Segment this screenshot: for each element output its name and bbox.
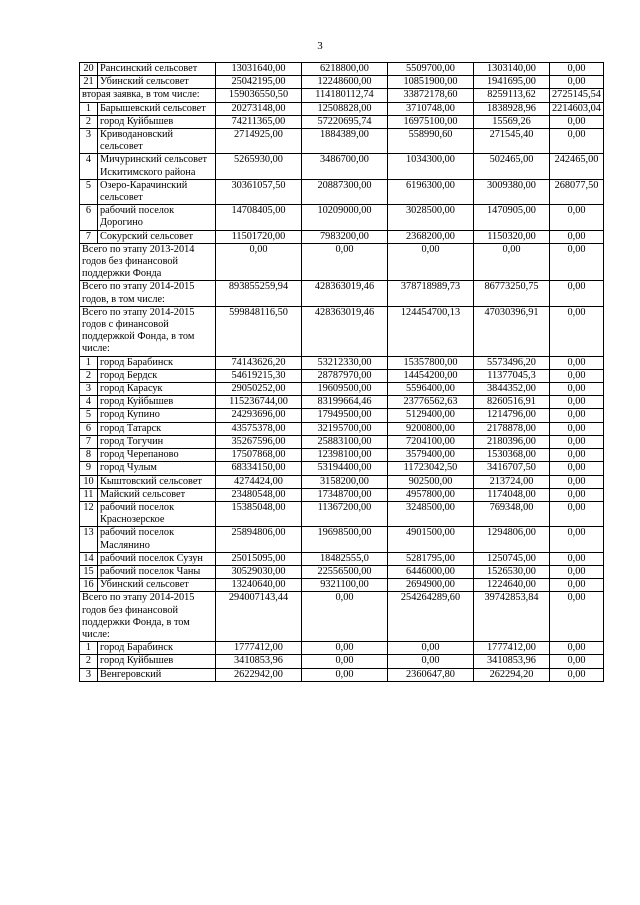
table-row xyxy=(80,422,604,435)
amount-cell: 25894806,00 xyxy=(216,527,302,552)
municipality-name: город Куйбышев xyxy=(98,115,216,128)
amount-cell: 12248600,00 xyxy=(302,76,388,89)
amount-cell: 12398100,00 xyxy=(302,449,388,462)
amount-cell: 3009380,00 xyxy=(474,179,550,204)
amount-cell: 294007143,44 xyxy=(216,592,302,642)
table-row xyxy=(80,592,604,642)
municipality-name: город Черепаново xyxy=(98,449,216,462)
amount-cell: 8259113,62 xyxy=(474,89,550,102)
amount-cell: 3416707,50 xyxy=(474,462,550,475)
amount-cell: 33872178,60 xyxy=(388,89,474,102)
amount-cell: 17949500,00 xyxy=(302,409,388,422)
row-number: 2 xyxy=(80,115,98,128)
amount-cell: 47030396,91 xyxy=(474,306,550,356)
amount-cell: 0,00 xyxy=(550,579,604,592)
amount-cell: 25015095,00 xyxy=(216,552,302,565)
amount-cell: 10851900,00 xyxy=(388,76,474,89)
amount-cell: 0,00 xyxy=(550,76,604,89)
amount-cell: 1214796,00 xyxy=(474,409,550,422)
amount-cell: 13240640,00 xyxy=(216,579,302,592)
amount-cell: 1150320,00 xyxy=(474,230,550,243)
amount-cell: 0,00 xyxy=(474,243,550,281)
municipality-name: Убинский сельсовет xyxy=(98,76,216,89)
municipality-name: Рансинский сельсовет xyxy=(98,63,216,76)
row-title: Всего по этапу 2013-2014 годов без финансовой поддержки Фонда xyxy=(80,243,216,281)
amount-cell: 0,00 xyxy=(550,356,604,369)
table-row xyxy=(80,462,604,475)
table-row xyxy=(80,369,604,382)
amount-cell: 6218800,00 xyxy=(302,63,388,76)
amount-cell: 0,00 xyxy=(550,449,604,462)
amount-cell: 11501720,00 xyxy=(216,230,302,243)
row-title: Всего по этапу 2014-2015 годов без финансовой поддержки Фонда, в том числе: xyxy=(80,592,216,642)
municipality-name: город Тогучин xyxy=(98,435,216,448)
amount-cell: 0,00 xyxy=(550,396,604,409)
table-row xyxy=(80,449,604,462)
table-row xyxy=(80,642,604,655)
amount-cell: 10209000,00 xyxy=(302,205,388,230)
table-row xyxy=(80,129,604,154)
table-row xyxy=(80,230,604,243)
amount-cell: 0,00 xyxy=(302,655,388,668)
amount-cell: 271545,40 xyxy=(474,129,550,154)
amount-cell: 254264289,60 xyxy=(388,592,474,642)
amount-cell: 22556500,00 xyxy=(302,565,388,578)
amount-cell: 769348,00 xyxy=(474,501,550,526)
row-number: 3 xyxy=(80,383,98,396)
amount-cell: 30361057,50 xyxy=(216,179,302,204)
table-row xyxy=(80,565,604,578)
amount-cell: 0,00 xyxy=(550,488,604,501)
row-number: 7 xyxy=(80,230,98,243)
amount-cell: 53212330,00 xyxy=(302,356,388,369)
amount-cell: 378718989,73 xyxy=(388,281,474,306)
amount-cell: 53194400,00 xyxy=(302,462,388,475)
amount-cell: 4957800,00 xyxy=(388,488,474,501)
row-number: 20 xyxy=(80,63,98,76)
amount-cell: 12508828,00 xyxy=(302,102,388,115)
amount-cell: 3410853,96 xyxy=(216,655,302,668)
row-title: вторая заявка, в том числе: xyxy=(80,89,216,102)
row-number: 5 xyxy=(80,179,98,204)
table-row xyxy=(80,409,604,422)
amount-cell: 23480548,00 xyxy=(216,488,302,501)
amount-cell: 428363019,46 xyxy=(302,306,388,356)
municipality-name: город Барабинск xyxy=(98,642,216,655)
municipality-name: город Бердск xyxy=(98,369,216,382)
table-row xyxy=(80,488,604,501)
table-row xyxy=(80,89,604,102)
amount-cell: 0,00 xyxy=(550,129,604,154)
municipality-name: город Купино xyxy=(98,409,216,422)
table-body xyxy=(80,63,604,682)
amount-cell: 0,00 xyxy=(550,63,604,76)
amount-cell: 14708405,00 xyxy=(216,205,302,230)
amount-cell: 0,00 xyxy=(388,642,474,655)
amount-cell: 0,00 xyxy=(550,565,604,578)
amount-cell: 902500,00 xyxy=(388,475,474,488)
amount-cell: 1250745,00 xyxy=(474,552,550,565)
row-number: 9 xyxy=(80,462,98,475)
row-number: 3 xyxy=(80,668,98,681)
table-row xyxy=(80,655,604,668)
amount-cell: 0,00 xyxy=(550,592,604,642)
amount-cell: 1941695,00 xyxy=(474,76,550,89)
amount-cell: 2368200,00 xyxy=(388,230,474,243)
amount-cell: 7204100,00 xyxy=(388,435,474,448)
row-number: 6 xyxy=(80,205,98,230)
amount-cell: 3158200,00 xyxy=(302,475,388,488)
table-row xyxy=(80,179,604,204)
amount-cell: 23776562,63 xyxy=(388,396,474,409)
amount-cell: 2178878,00 xyxy=(474,422,550,435)
amount-cell: 0,00 xyxy=(550,205,604,230)
amount-cell: 1838928,96 xyxy=(474,102,550,115)
municipality-name: рабочий поселок Чаны xyxy=(98,565,216,578)
amount-cell: 0,00 xyxy=(550,243,604,281)
row-number: 6 xyxy=(80,422,98,435)
amount-cell: 5265930,00 xyxy=(216,154,302,179)
row-number: 2 xyxy=(80,655,98,668)
amount-cell: 0,00 xyxy=(302,243,388,281)
amount-cell: 1224640,00 xyxy=(474,579,550,592)
amount-cell: 17507868,00 xyxy=(216,449,302,462)
municipality-name: Майский сельсовет xyxy=(98,488,216,501)
amount-cell: 15385048,00 xyxy=(216,501,302,526)
amount-cell: 6196300,00 xyxy=(388,179,474,204)
amount-cell: 1777412,00 xyxy=(216,642,302,655)
page-number: 3 xyxy=(317,40,323,52)
row-title: Всего по этапу 2014-2015 годов, в том числе: xyxy=(80,281,216,306)
municipality-name: рабочий поселок Сузун xyxy=(98,552,216,565)
amount-cell: 3579400,00 xyxy=(388,449,474,462)
amount-cell: 68334150,00 xyxy=(216,462,302,475)
amount-cell: 0,00 xyxy=(550,281,604,306)
amount-cell: 54619215,30 xyxy=(216,369,302,382)
table-row xyxy=(80,115,604,128)
table-row xyxy=(80,76,604,89)
amount-cell: 39742853,84 xyxy=(474,592,550,642)
amount-cell: 3028500,00 xyxy=(388,205,474,230)
table-row xyxy=(80,668,604,681)
amount-cell: 2622942,00 xyxy=(216,668,302,681)
amount-cell: 2180396,00 xyxy=(474,435,550,448)
amount-cell: 9321100,00 xyxy=(302,579,388,592)
table-row xyxy=(80,102,604,115)
municipality-name: Венгеровский xyxy=(98,668,216,681)
municipality-name: город Барабинск xyxy=(98,356,216,369)
amount-cell: 9200800,00 xyxy=(388,422,474,435)
municipality-name: рабочий поселок Краснозерское xyxy=(98,501,216,526)
amount-cell: 1470905,00 xyxy=(474,205,550,230)
row-number: 21 xyxy=(80,76,98,89)
amount-cell: 0,00 xyxy=(550,655,604,668)
amount-cell: 29050252,00 xyxy=(216,383,302,396)
table-row xyxy=(80,205,604,230)
amount-cell: 0,00 xyxy=(550,552,604,565)
row-number: 7 xyxy=(80,435,98,448)
municipality-name: рабочий поселок Маслянино xyxy=(98,527,216,552)
amount-cell: 83199664,46 xyxy=(302,396,388,409)
amount-cell: 74211365,00 xyxy=(216,115,302,128)
amount-cell: 213724,00 xyxy=(474,475,550,488)
municipality-name: Барышевский сельсовет xyxy=(98,102,216,115)
amount-cell: 2360647,80 xyxy=(388,668,474,681)
row-number: 16 xyxy=(80,579,98,592)
amount-cell: 15569,26 xyxy=(474,115,550,128)
table-row xyxy=(80,435,604,448)
amount-cell: 5509700,00 xyxy=(388,63,474,76)
table-row xyxy=(80,501,604,526)
amount-cell: 11367200,00 xyxy=(302,501,388,526)
amount-cell: 11377045,3 xyxy=(474,369,550,382)
amount-cell: 599848116,50 xyxy=(216,306,302,356)
table-row xyxy=(80,243,604,281)
amount-cell: 7983200,00 xyxy=(302,230,388,243)
amount-cell: 0,00 xyxy=(550,383,604,396)
amount-cell: 18482555,0 xyxy=(302,552,388,565)
row-number: 15 xyxy=(80,565,98,578)
row-number: 12 xyxy=(80,501,98,526)
amount-cell: 0,00 xyxy=(302,592,388,642)
amount-cell: 13031640,00 xyxy=(216,63,302,76)
amount-cell: 15357800,00 xyxy=(388,356,474,369)
row-number: 1 xyxy=(80,642,98,655)
municipality-name: город Куйбышев xyxy=(98,655,216,668)
amount-cell: 2725145,54 xyxy=(550,89,604,102)
amount-cell: 19698500,00 xyxy=(302,527,388,552)
amount-cell: 3844352,00 xyxy=(474,383,550,396)
amount-cell: 262294,20 xyxy=(474,668,550,681)
table-row xyxy=(80,579,604,592)
amount-cell: 32195700,00 xyxy=(302,422,388,435)
amount-cell: 0,00 xyxy=(216,243,302,281)
housing-program-table xyxy=(79,62,604,682)
row-number: 14 xyxy=(80,552,98,565)
amount-cell: 0,00 xyxy=(550,306,604,356)
row-number: 8 xyxy=(80,449,98,462)
amount-cell: 0,00 xyxy=(550,501,604,526)
amount-cell: 2714925,00 xyxy=(216,129,302,154)
table-row xyxy=(80,154,604,179)
amount-cell: 114180112,74 xyxy=(302,89,388,102)
amount-cell: 0,00 xyxy=(550,527,604,552)
amount-cell: 5596400,00 xyxy=(388,383,474,396)
amount-cell: 558990,60 xyxy=(388,129,474,154)
amount-cell: 30529030,00 xyxy=(216,565,302,578)
amount-cell: 8260516,91 xyxy=(474,396,550,409)
amount-cell: 159036550,50 xyxy=(216,89,302,102)
table-row xyxy=(80,396,604,409)
amount-cell: 14454200,00 xyxy=(388,369,474,382)
amount-cell: 0,00 xyxy=(550,230,604,243)
amount-cell: 428363019,46 xyxy=(302,281,388,306)
municipality-name: Сокурский сельсовет xyxy=(98,230,216,243)
amount-cell: 4901500,00 xyxy=(388,527,474,552)
amount-cell: 17348700,00 xyxy=(302,488,388,501)
amount-cell: 2694900,00 xyxy=(388,579,474,592)
municipality-name: Кыштовский сельсовет xyxy=(98,475,216,488)
row-number: 4 xyxy=(80,154,98,179)
amount-cell: 25883100,00 xyxy=(302,435,388,448)
amount-cell: 0,00 xyxy=(388,655,474,668)
row-number: 5 xyxy=(80,409,98,422)
row-title: Всего по этапу 2014-2015 годов с финансовой поддержкой Фонда, в том числе: xyxy=(80,306,216,356)
amount-cell: 0,00 xyxy=(550,409,604,422)
row-number: 13 xyxy=(80,527,98,552)
amount-cell: 35267596,00 xyxy=(216,435,302,448)
amount-cell: 20887300,00 xyxy=(302,179,388,204)
municipality-name: Криводановский сельсовет xyxy=(98,129,216,154)
amount-cell: 268077,50 xyxy=(550,179,604,204)
table-row xyxy=(80,383,604,396)
amount-cell: 0,00 xyxy=(302,668,388,681)
amount-cell: 0,00 xyxy=(550,422,604,435)
amount-cell: 5281795,00 xyxy=(388,552,474,565)
amount-cell: 11723042,50 xyxy=(388,462,474,475)
amount-cell: 1034300,00 xyxy=(388,154,474,179)
row-number: 2 xyxy=(80,369,98,382)
municipality-name: Мичуринский сельсовет Искитимского района xyxy=(98,154,216,179)
municipality-name: Озеро-Карачинский сельсовет xyxy=(98,179,216,204)
amount-cell: 0,00 xyxy=(302,642,388,655)
row-number: 4 xyxy=(80,396,98,409)
amount-cell: 1526530,00 xyxy=(474,565,550,578)
amount-cell: 57220695,74 xyxy=(302,115,388,128)
amount-cell: 3410853,96 xyxy=(474,655,550,668)
row-number: 1 xyxy=(80,356,98,369)
table-row xyxy=(80,306,604,356)
amount-cell: 1174048,00 xyxy=(474,488,550,501)
amount-cell: 3710748,00 xyxy=(388,102,474,115)
amount-cell: 20273148,00 xyxy=(216,102,302,115)
row-number: 10 xyxy=(80,475,98,488)
table-row xyxy=(80,356,604,369)
amount-cell: 1530368,00 xyxy=(474,449,550,462)
municipality-name: город Татарск xyxy=(98,422,216,435)
amount-cell: 4274424,00 xyxy=(216,475,302,488)
amount-cell: 0,00 xyxy=(550,642,604,655)
amount-cell: 0,00 xyxy=(550,115,604,128)
amount-cell: 3486700,00 xyxy=(302,154,388,179)
row-number: 11 xyxy=(80,488,98,501)
amount-cell: 0,00 xyxy=(550,462,604,475)
amount-cell: 86773250,75 xyxy=(474,281,550,306)
amount-cell: 3248500,00 xyxy=(388,501,474,526)
amount-cell: 502465,00 xyxy=(474,154,550,179)
table-row xyxy=(80,281,604,306)
amount-cell: 893855259,94 xyxy=(216,281,302,306)
amount-cell: 24293696,00 xyxy=(216,409,302,422)
amount-cell: 74143626,20 xyxy=(216,356,302,369)
amount-cell: 0,00 xyxy=(550,475,604,488)
amount-cell: 5129400,00 xyxy=(388,409,474,422)
amount-cell: 242465,00 xyxy=(550,154,604,179)
municipality-name: город Куйбышев xyxy=(98,396,216,409)
amount-cell: 0,00 xyxy=(550,435,604,448)
amount-cell: 1294806,00 xyxy=(474,527,550,552)
amount-cell: 43575378,00 xyxy=(216,422,302,435)
amount-cell: 2214603,04 xyxy=(550,102,604,115)
row-number: 1 xyxy=(80,102,98,115)
amount-cell: 1884389,00 xyxy=(302,129,388,154)
municipality-name: город Карасук xyxy=(98,383,216,396)
amount-cell: 1777412,00 xyxy=(474,642,550,655)
amount-cell: 19609500,00 xyxy=(302,383,388,396)
amount-cell: 28787970,00 xyxy=(302,369,388,382)
table-row xyxy=(80,552,604,565)
amount-cell: 0,00 xyxy=(550,369,604,382)
amount-cell: 0,00 xyxy=(550,668,604,681)
amount-cell: 25042195,00 xyxy=(216,76,302,89)
municipality-name: рабочий поселок Дорогино xyxy=(98,205,216,230)
amount-cell: 115236744,00 xyxy=(216,396,302,409)
amount-cell: 6446000,00 xyxy=(388,565,474,578)
row-number: 3 xyxy=(80,129,98,154)
amount-cell: 5573496,20 xyxy=(474,356,550,369)
table-row xyxy=(80,527,604,552)
amount-cell: 16975100,00 xyxy=(388,115,474,128)
municipality-name: Убинский сельсовет xyxy=(98,579,216,592)
table-row xyxy=(80,63,604,76)
amount-cell: 0,00 xyxy=(388,243,474,281)
table-row xyxy=(80,475,604,488)
amount-cell: 124454700,13 xyxy=(388,306,474,356)
amount-cell: 1303140,00 xyxy=(474,63,550,76)
municipality-name: город Чулым xyxy=(98,462,216,475)
